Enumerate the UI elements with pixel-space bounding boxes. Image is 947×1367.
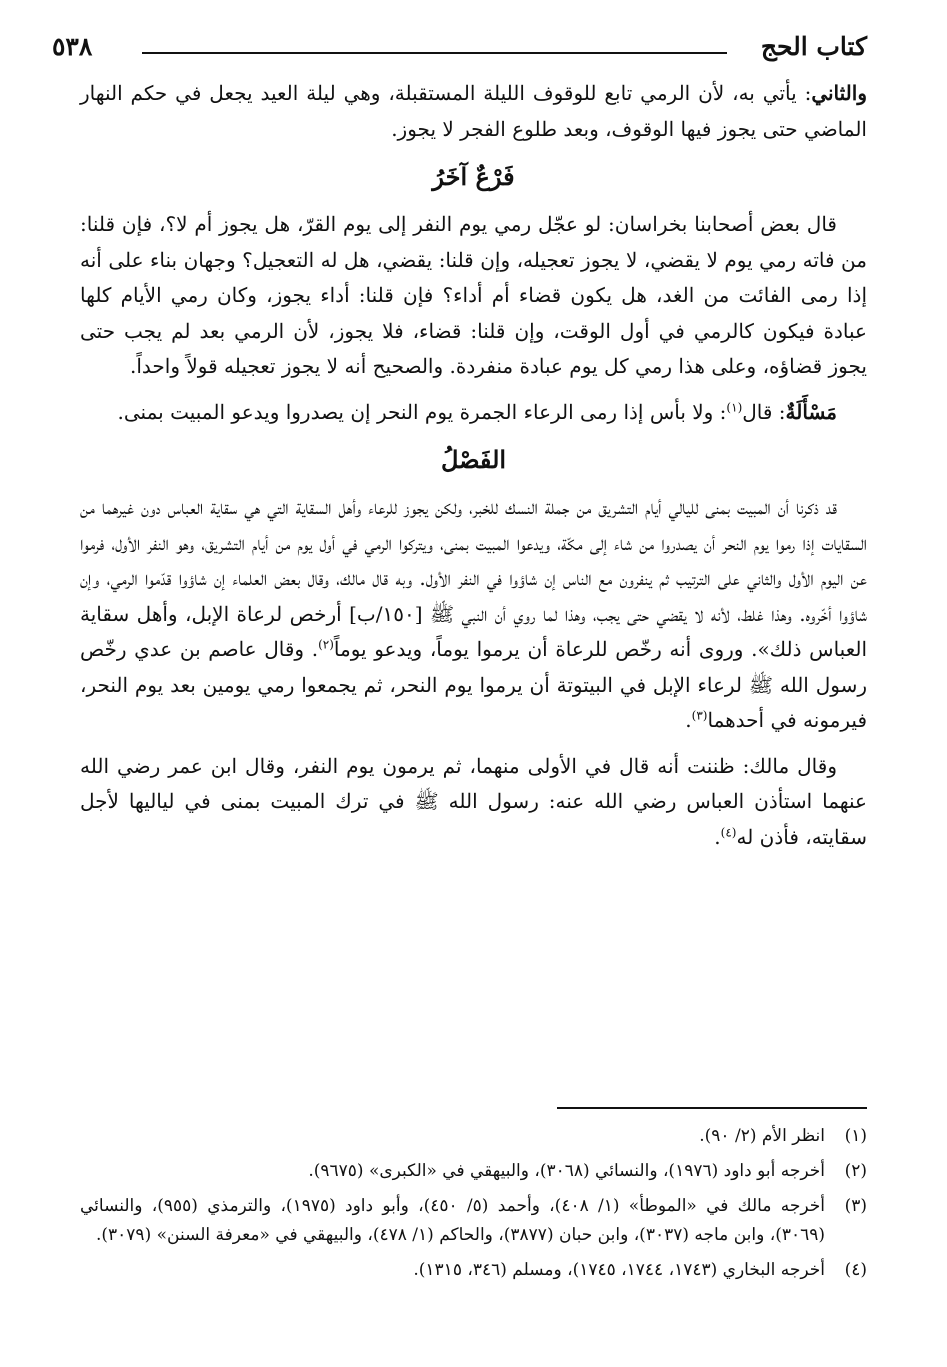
para1-lead: والثاني <box>811 81 867 105</box>
footnote-number: (٣) <box>844 1196 867 1216</box>
footnote-ref-1: (١) <box>726 399 743 414</box>
paragraph-5: وقال مالك: ظننت أنه قال في الأولى منهما، ثم يرمون يوم النفر، وقال ابن عمر رضي الله عنهما استأذن العباس رضي الله عنه: رسول الله ﷺ في ترك المبيت بمنى في لياليها لأجل سقايته، فأذن له$^{(٤)}$. <box>80 753 867 849</box>
footnote-ref-2: (٢) <box>318 637 334 652</box>
page-header <box>52 28 867 68</box>
section-heading-far-akhar: فَرْعٌ آخَرُ <box>432 162 515 191</box>
main-text <box>80 76 867 855</box>
footnote-number: (١) <box>844 1126 867 1146</box>
footnote-ref-4: (٤) <box>720 824 737 839</box>
footnote-item <box>80 1192 867 1250</box>
footnote-ref-3: (٣) <box>691 708 708 723</box>
footnotes <box>80 1122 867 1291</box>
section-heading-fasl: الفَصْلُ <box>440 445 507 474</box>
paragraph-3: مَسْأَلَةٌ: قال$^{(١)}$: ولا بأس إذا رمى الرعاء الجمرة يوم النحر إن يصدروا ويدعو المبيت بمنى. <box>117 399 837 424</box>
page-number: ٥٣٨ <box>52 32 93 61</box>
footnote-text: انظر الأم (٢/ ٩٠). <box>699 1126 825 1146</box>
footnote-number: (٤) <box>844 1260 867 1280</box>
footnote-text: أخرجه البخاري (١٧٤٣، ١٧٤٤، ١٧٤٥)، ومسلم (٣٤٦، ١٣١٥). <box>413 1260 825 1280</box>
footnote-text: أخرجه مالك في «الموطأ» (١/ ٤٠٨)، وأحمد (٥/ ٤٥٠)، وأبو داود (١٩٧٥)، والترمذي (٩٥٥)، والنسائي (٣٠٦٩)، وابن ماجه (٣٠٣٧)، وابن حبان (٣٨٧٧)، والحاكم (١/ ٤٧٨)، والبيهقي في «معرفة السنن» (٣٠٧٩). <box>80 1196 825 1245</box>
footnote-text: أخرجه أبو داود (١٩٧٦)، والنسائي (٣٠٦٨)، والبيهقي في «الكبرى» (٩٦٧٥). <box>308 1161 825 1181</box>
footnote-item <box>80 1157 867 1186</box>
header-rule <box>142 52 727 54</box>
para1-text: : يأتي به، لأن الرمي تابع للوقوف الليلة المستقبلة، وهي ليلة العيد يجعل في حكم النهار الماضي حتى يجوز فيها الوقوف، وبعد طلوع الفجر لا يجوز. <box>80 81 867 141</box>
footnote-separator <box>557 1107 867 1109</box>
paragraph-4: قد ذكرنا أن المبيت بمنى لليالي أيام التشريق من جملة النسك للخبر، ولكن يجوز للرعاء وأهل السقاية التي هي سقاية العباس دون غيرهما من السقايات إذا رموا يوم النحر أن يصدروا من شاء إلى مكّة، ويدعوا المبيت بمنى، ويتركوا الرمي في أول يوم من أيام التشريق، وهو النفر الأول، فرموا عن اليوم الأول والثاني على الترتيب ثم ينفرون مع الناس إن شاؤوا في النفر الأول. وبه قال مالك، وقال بعض العلماء إن شاؤوا قدّموا الرمي، وإن شاؤوا أخّروه. وهذا غلط، لأنه لا يقضي حتى يجب، وهذا لما روي أن النبي ﷺ [١٥٠/ب] أرخص لرعاة الإبل، وأهل سقاية العباس ذلك». وروى أنه رخّص للرعاة أن يرموا يوماً، ويدعو يوماً$^{(٢)}$. وقال عاصم بن عدي رخّص رسول الله ﷺ لرعاء الإبل في البيتوتة أن يرموا يوم النحر، ثم يجمعوا رمي يومين بعد يوم النحر، فيرمونه في أحدهما$^{(٣)}$. <box>80 495 868 732</box>
masala-lead: مَسْأَلَةٌ <box>785 399 837 424</box>
paragraph-2: قال بعض أصحابنا بخراسان: لو عجّل رمي يوم النفر إلى يوم القرّ، هل يجوز أم لا؟، فإن قلنا: من فاته رمي يوم لا يقضي، لا يجوز تعجيله، وإن قلنا: يقضي، هل له التعجيل؟ وجهان بناء على أنه إذا رمى الفائت من الغد، هل يكون قضاء أم أداء؟ فإن قلنا: أداء يجوز، وكان رمي الأيام كلها عبادة فيكون كالرمي في أول الوقت، وإن قلنا: قضاء، فلا يجوز، لأن الرمي بعد لم يجب حتى يجوز قضاؤه، وعلى هذا رمي كل يوم عبادة منفردة. والصحيح أنه لا يجوز تعجيله قولاً واحداً. <box>80 212 867 378</box>
chapter-title: كتاب الحج <box>760 32 867 61</box>
footnote-item <box>80 1122 867 1151</box>
footnote-number: (٢) <box>844 1161 867 1181</box>
footnote-item <box>80 1256 867 1285</box>
paragraph-1 <box>80 76 867 147</box>
